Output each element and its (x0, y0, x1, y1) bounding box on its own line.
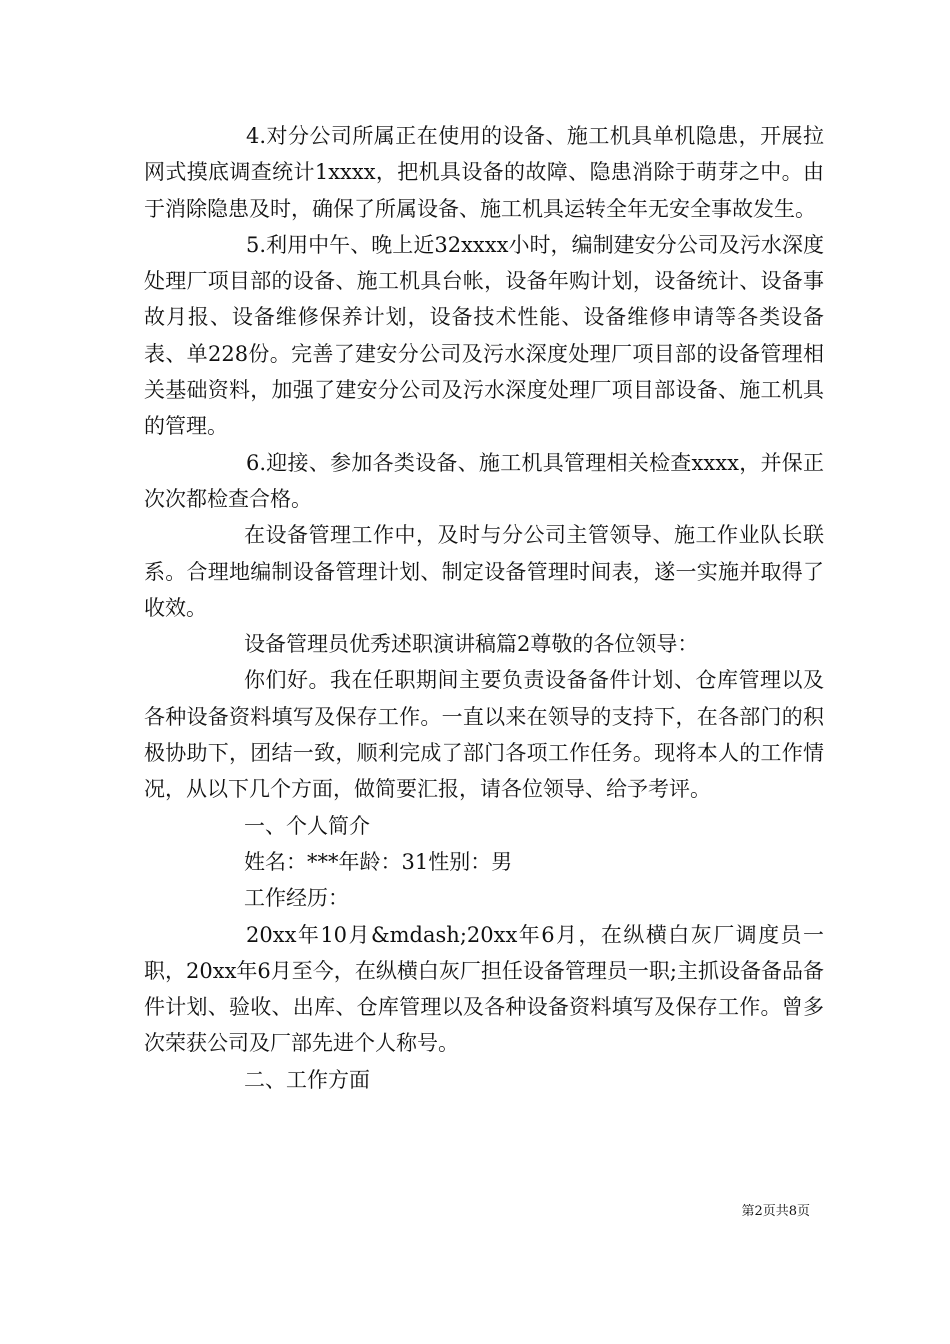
document-body (144, 118, 824, 1098)
section-title-speech-2: 设备管理员优秀述职演讲稿篇2尊敬的各位领导： (244, 632, 699, 657)
heading-work-aspects: 二、工作方面 (244, 1067, 370, 1092)
paragraph-summary: 在设备管理工作中，及时与分公司主管领导、施工作业队长联系。合理地编制设备管理计划、制定设备管理时间表，遂一实施并取得了收效。 (144, 523, 824, 620)
paragraph-item-5: 5.利用中午、晚上近32xxxx小时，编制建安分公司及污水深度处理厂项目部的设备、施工机具台帐，设备年购计划，设备统计、设备事故月报、设备维修保养计划，设备技术性能、设备维修申请等各类设备表、单228份。完善了建安分公司及污水深度处理厂项目部的设备管理相关基础资料，加强了建安分公司及污水深度处理厂项目部设备、施工机具的管理。 (144, 232, 824, 439)
paragraph-greeting: 你们好。我在任职期间主要负责设备备件计划、仓库管理以及各种设备资料填写及保存工作。一直以来在领导的支持下，在各部门的积极协助下，团结一致，顺利完成了部门各项工作任务。现将本人的工作情况，从以下几个方面，做简要汇报，请各位领导、给予考评。 (144, 668, 824, 802)
page-number-footer: 第2页共8页 (741, 1204, 810, 1219)
paragraph-work-history: 20xx年10月&mdash;20xx年6月，在纵横白灰厂调度员一职，20xx年6月至今，在纵横白灰厂担任设备管理员一职;主抓设备备品备件计划、验收、出库、仓库管理以及各种设备资料填写及保存工作。曾多次荣获公司及厂部先进个人称号。 (144, 922, 824, 1056)
paragraph-item-6: 6.迎接、参加各类设备、施工机具管理相关检查xxxx，并保正次次都检查合格。 (144, 450, 824, 511)
personal-info-line: 姓名：***年龄：31性别：男 (244, 849, 513, 874)
heading-personal-profile: 一、个人简介 (244, 813, 370, 838)
work-history-label: 工作经历： (244, 886, 349, 911)
paragraph-item-4: 4.对分公司所属正在使用的设备、施工机具单机隐患，开展拉网式摸底调查统计1xxxx，把机具设备的故障、隐患消除于萌芽之中。由于消除隐患及时，确保了所属设备、施工机具运转全年无安全事故发生。 (144, 124, 824, 221)
